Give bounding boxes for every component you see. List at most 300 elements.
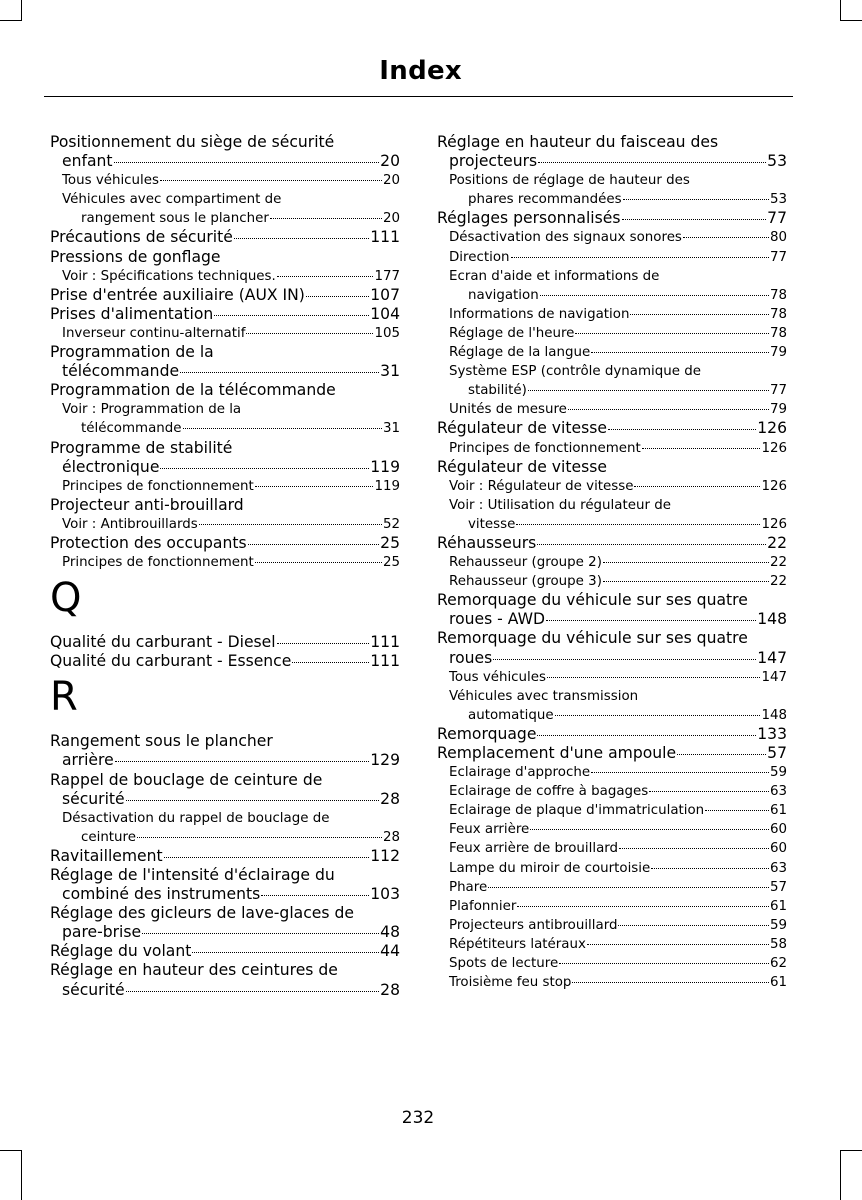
entry-text: Réglage des gicleurs de lave-glaces de: [50, 904, 354, 923]
index-entry: [50, 439, 400, 458]
entry-page-number: 78: [769, 306, 787, 322]
index-entry: [50, 133, 400, 152]
entry-page-number: 103: [370, 885, 400, 904]
index-subentry: [50, 400, 400, 419]
entry-text: Remorquage du véhicule sur ses quatre: [437, 629, 748, 648]
entry-text: Projecteurs antibrouillard: [449, 917, 618, 933]
entry-text: arrière: [62, 751, 114, 770]
dot-leader: [642, 448, 761, 449]
entry-text: Principes de fonctionnement: [62, 478, 254, 494]
section-letter: R: [50, 674, 78, 721]
index-subentry: [50, 190, 400, 209]
index-subentry: [437, 859, 787, 878]
entry-text: Phare: [449, 879, 488, 895]
entry-text: Voir : Spécifications techniques.: [62, 268, 276, 284]
index-entry: [50, 458, 400, 477]
dot-leader: [603, 581, 769, 582]
index-subentry: [437, 935, 787, 954]
index-entry: [50, 152, 400, 171]
entry-text: Véhicules avec compartiment de: [62, 192, 282, 208]
entry-page-number: 79: [769, 402, 787, 418]
dot-leader: [618, 925, 768, 926]
dot-leader: [115, 761, 370, 762]
crop-mark-bottom-left-vertical: [21, 1150, 22, 1200]
dot-leader: [277, 276, 374, 277]
entry-page-number: 133: [757, 724, 787, 743]
index-subentry: [437, 572, 787, 591]
entry-text: Tous véhicules: [449, 669, 546, 685]
index-entry: [50, 904, 400, 923]
entry-page-number: 20: [382, 173, 400, 189]
entry-page-number: 147: [761, 669, 787, 685]
index-subentry: [50, 209, 400, 228]
index-entry: [50, 751, 400, 770]
entry-text: Qualité du carburant - Diesel: [50, 633, 276, 652]
dot-leader: [649, 791, 769, 792]
dot-leader: [619, 848, 769, 849]
dot-leader: [683, 237, 769, 238]
entry-page-number: 48: [380, 923, 400, 942]
index-subentry: [437, 267, 787, 286]
entry-page-number: 78: [769, 325, 787, 341]
index-subentry: [437, 820, 787, 839]
index-column-left: [50, 133, 400, 1000]
entry-page-number: 25: [382, 555, 400, 571]
entry-text: vitesse: [468, 516, 516, 532]
index-entry: [437, 534, 787, 553]
dot-leader: [630, 314, 769, 315]
entry-text: Eclairage d'approche: [449, 765, 591, 781]
entry-text: Voir : Programmation de la: [62, 402, 242, 418]
entry-text: Lampe du miroir de courtoisie: [449, 860, 651, 876]
dot-leader: [651, 868, 769, 869]
index-entry: [50, 534, 400, 553]
entry-text: enfant: [62, 152, 113, 171]
index-subentry: [50, 324, 400, 343]
index-column-right: [437, 133, 787, 992]
entry-page-number: 126: [761, 478, 787, 494]
entry-text: Principes de fonctionnement: [449, 440, 641, 456]
index-subentry: [437, 687, 787, 706]
index-entry: [50, 248, 400, 267]
entry-text: Réglage en hauteur du faisceau des: [437, 133, 719, 151]
entry-text: stabilité): [468, 383, 527, 399]
entry-text: roues - AWD: [449, 610, 545, 629]
entry-page-number: 104: [370, 304, 400, 323]
dot-leader: [559, 963, 769, 964]
entry-text: Rehausseur (groupe 3): [449, 574, 602, 590]
index-entry: [437, 458, 787, 477]
entry-page-number: 60: [769, 822, 787, 838]
index-subentry: [50, 553, 400, 572]
entry-text: Réglages personnalisés: [437, 209, 621, 228]
entry-text: Programmation de la télécommande: [50, 381, 336, 400]
index-subentry: [437, 439, 787, 458]
entry-page-number: 126: [761, 516, 787, 532]
entry-page-number: 112: [370, 846, 400, 865]
entry-page-number: 31: [382, 421, 400, 437]
dot-leader: [270, 218, 382, 219]
dot-leader: [555, 715, 761, 716]
crop-mark-bottom-right-vertical: [840, 1150, 841, 1200]
entry-page-number: 63: [769, 860, 787, 876]
index-entry: [437, 133, 787, 152]
entry-text: Spots de lecture: [449, 956, 559, 972]
entry-text: Qualité du carburant - Essence: [50, 652, 292, 671]
index-entry: [437, 152, 787, 171]
entry-text: Désactivation des signaux sonores: [449, 230, 682, 246]
index-subentry: [437, 324, 787, 343]
index-subentry: [50, 419, 400, 438]
index-entry: [50, 343, 400, 362]
entry-text: Réglage de la langue: [449, 345, 591, 361]
dot-leader: [537, 735, 756, 736]
entry-page-number: 25: [380, 533, 400, 552]
index-entry: [50, 847, 400, 866]
index-subentry: [437, 381, 787, 400]
index-entry: [50, 866, 400, 885]
dot-leader: [575, 333, 769, 334]
entry-page-number: 20: [380, 152, 400, 171]
dot-leader: [603, 562, 769, 563]
dot-leader: [160, 180, 382, 181]
entry-text: Eclairage de coffre à bagages: [449, 784, 649, 800]
entry-text: Troisième feu stop: [449, 975, 572, 991]
index-entry: [50, 496, 400, 515]
dot-leader: [126, 991, 380, 992]
entry-page-number: 78: [769, 287, 787, 303]
entry-page-number: 20: [382, 211, 400, 227]
crop-mark-bottom-left-horizontal: [0, 1150, 22, 1151]
index-entry: [437, 744, 787, 763]
dot-leader: [537, 544, 766, 545]
entry-text: Inverseur continu-alternatif: [62, 325, 246, 341]
entry-text: Prises d'alimentation: [50, 304, 214, 323]
entry-text: Véhicules avec transmission: [449, 688, 639, 704]
index-subentry: [50, 515, 400, 534]
entry-page-number: 28: [380, 789, 400, 808]
entry-page-number: 52: [382, 516, 400, 532]
index-subentry: [437, 897, 787, 916]
entry-page-number: 57: [769, 879, 787, 895]
entry-text: Désactivation du rappel de bouclage de: [62, 810, 330, 826]
entry-page-number: 53: [769, 192, 787, 208]
entry-page-number: 77: [767, 209, 787, 228]
entry-page-number: 31: [380, 362, 400, 381]
index-entry: [437, 610, 787, 629]
entry-page-number: 129: [370, 751, 400, 770]
entry-page-number: 58: [769, 936, 787, 952]
crop-mark-bottom-right-horizontal: [840, 1150, 862, 1151]
dot-leader: [183, 428, 382, 429]
crop-mark-top-right-horizontal: [840, 20, 862, 21]
entry-text: sécurité: [62, 980, 125, 999]
dot-leader: [255, 486, 374, 487]
index-subentry: [437, 228, 787, 247]
dot-leader: [199, 524, 382, 525]
dot-leader: [114, 162, 380, 163]
index-subentry: [437, 916, 787, 935]
entry-text: Rappel de bouclage de ceinture de: [50, 770, 323, 789]
dot-leader: [277, 643, 370, 644]
entry-text: Régulateur de vitesse: [437, 457, 607, 476]
dot-leader: [530, 829, 769, 830]
dot-leader: [214, 315, 369, 316]
index-subentry: [437, 400, 787, 419]
entry-page-number: 119: [370, 457, 400, 476]
dot-leader: [591, 772, 769, 773]
index-subentry: [437, 668, 787, 687]
entry-page-number: 59: [769, 765, 787, 781]
index-entry: [50, 942, 400, 961]
entry-text: automatique: [468, 707, 554, 723]
index-subentry: [437, 973, 787, 992]
entry-page-number: 57: [767, 744, 787, 762]
section-letter: Q: [50, 575, 82, 622]
crop-mark-top-left-horizontal: [0, 20, 22, 21]
entry-text: Programmation de la: [50, 343, 214, 362]
entry-page-number: 44: [380, 942, 400, 961]
entry-text: Remorquage: [437, 724, 537, 743]
entry-page-number: 59: [769, 917, 787, 933]
entry-text: Informations de navigation: [449, 306, 630, 322]
index-entry: [50, 633, 400, 652]
index-entry: [50, 885, 400, 904]
index-entry: [50, 771, 400, 790]
entry-text: Régulateur de vitesse: [437, 419, 607, 438]
entry-page-number: 111: [370, 652, 400, 671]
index-entry: [50, 981, 400, 1000]
dot-leader: [248, 544, 380, 545]
dot-leader: [705, 810, 769, 811]
index-subentry: [437, 878, 787, 897]
dot-leader: [546, 620, 756, 621]
entry-page-number: 147: [757, 648, 787, 667]
dot-leader: [516, 524, 760, 525]
dot-leader: [180, 372, 379, 373]
index-entry: [50, 381, 400, 400]
entry-page-number: 60: [769, 841, 787, 857]
entry-text: Unités de mesure: [449, 402, 567, 418]
entry-text: Voir : Antibrouillards: [62, 516, 198, 532]
entry-text: navigation: [468, 287, 539, 303]
dot-leader: [306, 296, 369, 297]
index-entry: [50, 362, 400, 381]
index-entry: [50, 790, 400, 809]
index-entry: [437, 649, 787, 668]
entry-text: Eclairage de plaque d'immatriculation: [449, 803, 705, 819]
dot-leader: [622, 219, 767, 220]
entry-page-number: 22: [767, 533, 787, 552]
index-entry: [437, 725, 787, 744]
dot-leader: [517, 906, 769, 907]
entry-page-number: 53: [767, 152, 787, 171]
index-subentry: [50, 171, 400, 190]
index-entry: [50, 923, 400, 942]
entry-text: Ravitaillement: [50, 846, 163, 865]
index-entry: [50, 732, 400, 751]
index-subentry: [437, 839, 787, 858]
index-subentry: [437, 706, 787, 725]
entry-text: sécurité: [62, 789, 125, 808]
entry-page-number: 177: [374, 268, 400, 284]
entry-text: phares recommandées: [468, 192, 622, 208]
entry-text: Réglage en hauteur des ceintures de: [50, 961, 338, 980]
entry-page-number: 105: [374, 325, 400, 341]
index-subentry: [437, 553, 787, 572]
page-number: 232: [401, 1108, 435, 1128]
index-entry: [437, 419, 787, 438]
dot-leader: [493, 659, 756, 660]
entry-text: Rangement sous le plancher: [50, 732, 273, 751]
entry-text: Remplacement d'une ampoule: [437, 744, 677, 762]
entry-page-number: 63: [769, 784, 787, 800]
entry-text: télécommande: [81, 421, 182, 437]
index-subentry: [437, 515, 787, 534]
dot-leader: [623, 199, 769, 200]
entry-text: Système ESP (contrôle dynamique de: [449, 364, 701, 380]
entry-page-number: 28: [382, 829, 400, 845]
index-entry: [50, 652, 400, 671]
dot-leader: [528, 390, 769, 391]
entry-text: Tous véhicules: [62, 173, 159, 189]
dot-leader: [587, 944, 769, 945]
entry-page-number: 28: [380, 980, 400, 999]
index-entry: [50, 286, 400, 305]
header-divider: [44, 96, 793, 97]
entry-page-number: 126: [761, 440, 787, 456]
page-title: Index: [379, 56, 462, 86]
entry-text: combiné des instruments: [62, 885, 261, 904]
index-entry: [50, 961, 400, 980]
index-entry: [50, 305, 400, 324]
index-entry: [437, 209, 787, 228]
dot-leader: [261, 895, 369, 896]
entry-page-number: 61: [769, 898, 787, 914]
entry-text: Réglage de l'heure: [449, 325, 575, 341]
entry-text: Positions de réglage de hauteur des: [449, 173, 690, 189]
index-subentry: [437, 362, 787, 381]
index-subentry: [437, 190, 787, 209]
entry-text: Précautions de sécurité: [50, 228, 233, 247]
entry-text: Feux arrière de brouillard: [449, 841, 619, 857]
index-entry: [437, 629, 787, 648]
entry-text: roues: [449, 648, 493, 667]
entry-page-number: 62: [769, 956, 787, 972]
entry-page-number: 61: [769, 803, 787, 819]
dot-leader: [292, 662, 369, 663]
entry-page-number: 119: [374, 478, 400, 494]
index-subentry: [437, 171, 787, 190]
entry-text: Réhausseurs: [437, 533, 537, 552]
index-subentry: [437, 782, 787, 801]
entry-text: Réglage de l'intensité d'éclairage du: [50, 866, 335, 884]
entry-text: électronique: [62, 457, 160, 476]
index-subentry: [437, 305, 787, 324]
dot-leader: [540, 295, 769, 296]
index-subentry: [50, 477, 400, 496]
entry-text: Réglage du volant: [50, 942, 192, 961]
dot-leader: [137, 837, 382, 838]
entry-text: projecteurs: [449, 152, 538, 171]
entry-page-number: 77: [769, 249, 787, 265]
dot-leader: [677, 754, 766, 755]
entry-text: Ecran d'aide et informations de: [449, 268, 660, 284]
entry-text: Plafonnier: [449, 898, 517, 914]
dot-leader: [160, 468, 369, 469]
entry-text: ceinture: [81, 829, 136, 845]
entry-text: Remorquage du véhicule sur ses quatre: [437, 591, 748, 610]
crop-mark-top-right-vertical: [840, 0, 841, 20]
dot-leader: [255, 562, 382, 563]
index-subentry: [437, 496, 787, 515]
entry-text: Pressions de gonflage: [50, 247, 221, 266]
index-entry: [437, 591, 787, 610]
index-subentry: [50, 267, 400, 286]
dot-leader: [488, 887, 769, 888]
entry-page-number: 80: [769, 230, 787, 246]
entry-text: Prise d'entrée auxiliaire (AUX IN): [50, 285, 305, 304]
entry-page-number: 148: [757, 610, 787, 629]
dot-leader: [608, 429, 756, 430]
entry-page-number: 126: [757, 419, 787, 438]
entry-page-number: 107: [370, 285, 400, 304]
entry-text: Positionnement du siège de sécurité: [50, 133, 335, 151]
index-subentry: [50, 809, 400, 828]
entry-page-number: 61: [769, 975, 787, 991]
index-subentry: [437, 477, 787, 496]
entry-text: Programme de stabilité: [50, 438, 233, 457]
dot-leader: [234, 238, 369, 239]
index-subentry: [437, 954, 787, 973]
dot-leader: [568, 409, 769, 410]
dot-leader: [511, 257, 769, 258]
dot-leader: [547, 677, 760, 678]
dot-leader: [634, 486, 760, 487]
dot-leader: [591, 352, 769, 353]
entry-text: télécommande: [62, 362, 180, 381]
dot-leader: [164, 857, 370, 858]
entry-page-number: 77: [769, 383, 787, 399]
entry-text: rangement sous le plancher: [81, 211, 269, 227]
dot-leader: [538, 162, 766, 163]
dot-leader: [126, 800, 380, 801]
index-subentry: [437, 286, 787, 305]
entry-text: Principes de fonctionnement: [62, 555, 254, 571]
crop-mark-top-left-vertical: [21, 0, 22, 20]
dot-leader: [142, 933, 379, 934]
index-subentry: [50, 828, 400, 847]
index-subentry: [437, 763, 787, 782]
entry-text: Feux arrière: [449, 822, 530, 838]
dot-leader: [246, 333, 373, 334]
entry-page-number: 79: [769, 345, 787, 361]
entry-text: Répétiteurs latéraux: [449, 936, 586, 952]
entry-text: Projecteur anti-brouillard: [50, 495, 244, 514]
entry-text: Voir : Régulateur de vitesse: [449, 478, 634, 494]
index-subentry: [437, 801, 787, 820]
dot-leader: [192, 952, 379, 953]
dot-leader: [572, 982, 769, 983]
entry-text: pare-brise: [62, 923, 142, 942]
index-subentry: [437, 248, 787, 267]
entry-text: Direction: [449, 249, 510, 265]
entry-page-number: 22: [769, 574, 787, 590]
index-subentry: [437, 343, 787, 362]
entry-text: Voir : Utilisation du régulateur de: [449, 497, 671, 513]
entry-text: Rehausseur (groupe 2): [449, 555, 602, 571]
entry-page-number: 111: [370, 633, 400, 652]
